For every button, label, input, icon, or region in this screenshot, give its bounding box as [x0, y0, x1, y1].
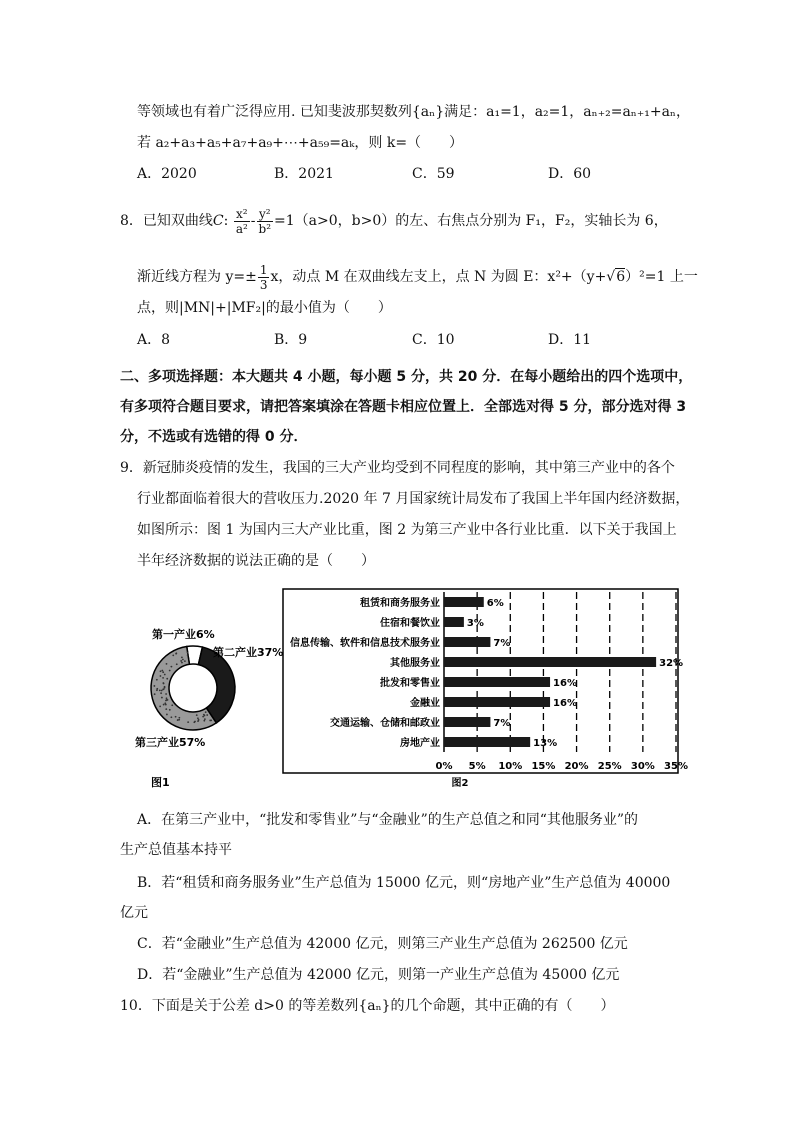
- fig1-label-secondary: 第二产业37%: [213, 646, 284, 659]
- donut-texture-dot: [187, 654, 189, 656]
- x-tick-label: 20%: [564, 761, 589, 772]
- donut-texture-dot: [165, 693, 167, 695]
- category-label: 批发和零售业: [380, 678, 440, 689]
- q9-option-a-line2: 生产总值基本持平: [120, 842, 232, 858]
- q9-option-c: C．若“金融业”生产总值为 42000 亿元，则第三产业生产总值为 262500 亿元: [137, 936, 628, 952]
- donut-texture-dot: [203, 720, 205, 722]
- x-tick-label: 15%: [531, 761, 556, 772]
- bar: [444, 677, 550, 687]
- category-label: 房地产业: [400, 738, 440, 749]
- figure1-donut-chart: [130, 618, 284, 790]
- bar-value-label: 13%: [533, 738, 558, 749]
- q7-line1: 等领域也有着广泛得应用. 已知斐波那契数列{aₙ}满足：a₁=1，a₂=1，aₙ₊₂=aₙ₊₁+aₙ，: [137, 104, 690, 120]
- category-label: 信息传输、软件和信息技术服务业: [290, 638, 440, 649]
- q8-option-c: C．10: [412, 332, 455, 348]
- fig1-label-primary: 第一产业6%: [152, 628, 215, 641]
- bar-value-label: 3%: [466, 618, 484, 629]
- donut-texture-dot: [162, 677, 164, 679]
- category-label: 住宿和餐饮业: [380, 618, 440, 629]
- q8-frac-x: $\frac{\text{x²}}{\text{a²}}$: [235, 206, 248, 236]
- donut-texture-dot: [175, 653, 177, 655]
- bar: [444, 597, 484, 607]
- donut-texture-dot: [159, 689, 161, 691]
- donut-texture-dot: [177, 719, 179, 721]
- bar: [444, 697, 550, 707]
- x-tick-label: 5%: [468, 761, 486, 772]
- bar-value-label: 16%: [553, 678, 577, 689]
- figure2-bar-chart: [282, 588, 688, 789]
- donut-texture-dot: [169, 670, 171, 672]
- donut-texture-dot: [159, 705, 161, 707]
- donut-texture-dot: [164, 702, 166, 704]
- donut-texture-dot: [182, 659, 184, 661]
- donut-texture-dot: [154, 693, 156, 695]
- q8-mid: =1（a>0，b>0）的左、右焦点分别为 F₁，F₂，实轴长为 6，: [274, 213, 668, 229]
- q7-option-b: B．2021: [274, 166, 334, 182]
- q9-option-b-line2: 亿元: [120, 905, 148, 921]
- q9-line1: 9．新冠肺炎疫情的发生，我国的三大产业均受到不同程度的影响，其中第三产业中的各个: [120, 460, 675, 476]
- donut-texture-dot: [172, 654, 174, 656]
- q7-option-c: C．59: [412, 166, 455, 182]
- fig2-caption: 图2: [451, 778, 469, 789]
- donut-texture-dot: [153, 685, 155, 687]
- category-label: 租赁和商务服务业: [360, 598, 440, 609]
- donut-texture-dot: [166, 699, 168, 701]
- bar-value-label: 7%: [493, 718, 511, 729]
- bar: [444, 717, 490, 727]
- donut-texture-dot: [175, 716, 177, 718]
- q8-frac-k: $\frac{1}{3}$: [259, 262, 268, 292]
- q9-line2: 行业都面临着很大的营收压力.2020 年 7 月国家统计局发布了我国上半年国内经济数据，: [137, 491, 690, 507]
- section2-line3: 分，不选或有选错的得 0 分．: [120, 429, 308, 445]
- donut-texture-dot: [163, 704, 165, 706]
- donut-texture-dot: [161, 670, 163, 672]
- fig1-label-tertiary: 第三产业57%: [135, 736, 206, 749]
- fig1-caption: 图1: [151, 776, 170, 789]
- bar-value-label: 16%: [553, 698, 577, 709]
- category-label: 交通运输、仓储和邮政业: [330, 718, 440, 729]
- donut-texture-dot: [176, 663, 178, 665]
- donut-texture-dot: [162, 682, 164, 684]
- donut-texture-dot: [170, 716, 172, 718]
- donut-texture-dot: [180, 660, 182, 662]
- donut-texture-dot: [165, 708, 167, 710]
- x-tick-label: 35%: [664, 761, 688, 772]
- donut-texture-dot: [204, 718, 206, 720]
- donut-texture-dot: [163, 688, 165, 690]
- donut-texture-dot: [187, 721, 189, 723]
- q7-line2: 若 a₂+a₃+a₅+a₇+a₉+⋯+a₅₉=aₖ，则 k=（ ）: [137, 135, 464, 151]
- donut-texture-dot: [196, 714, 198, 716]
- bar-value-label: 7%: [493, 638, 511, 649]
- donut-texture-dot: [156, 689, 158, 691]
- x-tick-label: 30%: [630, 761, 655, 772]
- section2-line2: 有多项符合题目要求，请把答案填涂在答题卡相应位置上．全部选对得 5 分，部分选对得 3: [120, 399, 687, 415]
- q9-line4: 半年经济数据的说法正确的是（ ）: [137, 553, 375, 569]
- donut-texture-dot: [161, 690, 163, 692]
- bar-value-label: 32%: [659, 658, 684, 669]
- donut-texture-dot: [160, 692, 162, 694]
- donut-texture-dot: [166, 697, 168, 699]
- q8-line2: 渐近线方程为 y=± $\frac{1}{3}$ x，动点 M 在双曲线左支上，点 N 为圆 E：x²+（y+√6）²=1 上一: [137, 262, 698, 292]
- donut-texture-dot: [187, 652, 189, 654]
- bar: [444, 617, 464, 627]
- q9-option-b-line1: B．若“租赁和商务服务业”生产总值为 15000 亿元，则“房地产业”生产总值为 40000: [137, 875, 671, 891]
- donut-texture-dot: [170, 666, 172, 668]
- donut-texture-dot: [197, 720, 199, 722]
- q8-option-a: A．8: [137, 332, 171, 348]
- donut-texture-dot: [166, 663, 168, 665]
- q9-option-a-line1: A．在第三产业中，“批发和零售业”与“金融业”的生产总值之和同“其他服务业”的: [137, 812, 639, 828]
- category-label: 金融业: [410, 698, 440, 709]
- donut-texture-dot: [178, 717, 180, 719]
- q7-option-d: D．60: [548, 166, 592, 182]
- category-label: 其他服务业: [390, 658, 440, 669]
- donut-texture-dot: [166, 678, 168, 680]
- bar: [444, 637, 490, 647]
- donut-texture-dot: [204, 715, 206, 717]
- donut-texture-dot: [169, 709, 171, 711]
- donut-texture-dot: [184, 660, 186, 662]
- q10-line1: 10．下面是关于公差 d>0 的等差数列{aₙ}的几个命题，其中正确的有（ ）: [120, 998, 615, 1014]
- donut-texture-dot: [162, 671, 164, 673]
- q8-option-b: B．9: [274, 332, 308, 348]
- q8-prefix: 8．已知双曲线: [120, 213, 213, 229]
- x-tick-label: 25%: [597, 761, 622, 772]
- q8-curve: C: [212, 213, 224, 229]
- donut-texture-dot: [171, 704, 173, 706]
- q8-frac-y: $\frac{\text{y²}}{\text{b²}}$: [258, 206, 272, 236]
- bar: [444, 657, 656, 667]
- section2-line1: 二、多项选择题：本大题共 4 小题，每小题 5 分，共 20 分．在每小题给出的四个选项中，: [120, 369, 693, 385]
- bar-value-label: 6%: [486, 598, 504, 609]
- donut-texture-dot: [166, 714, 168, 716]
- q9-option-d: D．若“金融业”生产总值为 42000 亿元，则第一产业生产总值为 45000 亿元: [137, 967, 620, 983]
- donut-texture-dot: [206, 714, 208, 716]
- x-tick-label: 10%: [498, 761, 523, 772]
- donut-texture-dot: [193, 721, 195, 723]
- donut-texture-dot: [210, 719, 212, 721]
- donut-texture-dot: [197, 717, 199, 719]
- q7-option-a: A．2020: [137, 166, 197, 182]
- q9-line3: 如图所示：图 1 为国内三大产业比重，图 2 为第三产业中各行业比重．以下关于我国上: [137, 522, 677, 538]
- donut-texture-dot: [181, 656, 183, 658]
- bar: [444, 737, 530, 747]
- q8-line3: 点，则|MN|+|MF₂|的最小值为（ ）: [137, 300, 392, 316]
- donut-texture-dot: [205, 711, 207, 713]
- x-tick-label: 0%: [435, 761, 453, 772]
- donut-texture-dot: [160, 675, 162, 677]
- q8-option-d: D．11: [548, 332, 592, 348]
- donut-texture-dot: [156, 679, 158, 681]
- donut-texture-dot: [181, 662, 183, 664]
- donut-texture-dot: [160, 670, 162, 672]
- q8-line1: 8．已知双曲线C: $\frac{\text{x²}}{\text{a²}}$ - $\frac{\text{y²}}{\text{b²}}$ =1（a>0，b>0）的左、右焦点分别为 F₁，F₂，实轴长为 6，: [120, 206, 668, 236]
- donut-texture-dot: [178, 719, 180, 721]
- donut-texture-dot: [164, 674, 166, 676]
- donut-texture-dot: [161, 697, 163, 699]
